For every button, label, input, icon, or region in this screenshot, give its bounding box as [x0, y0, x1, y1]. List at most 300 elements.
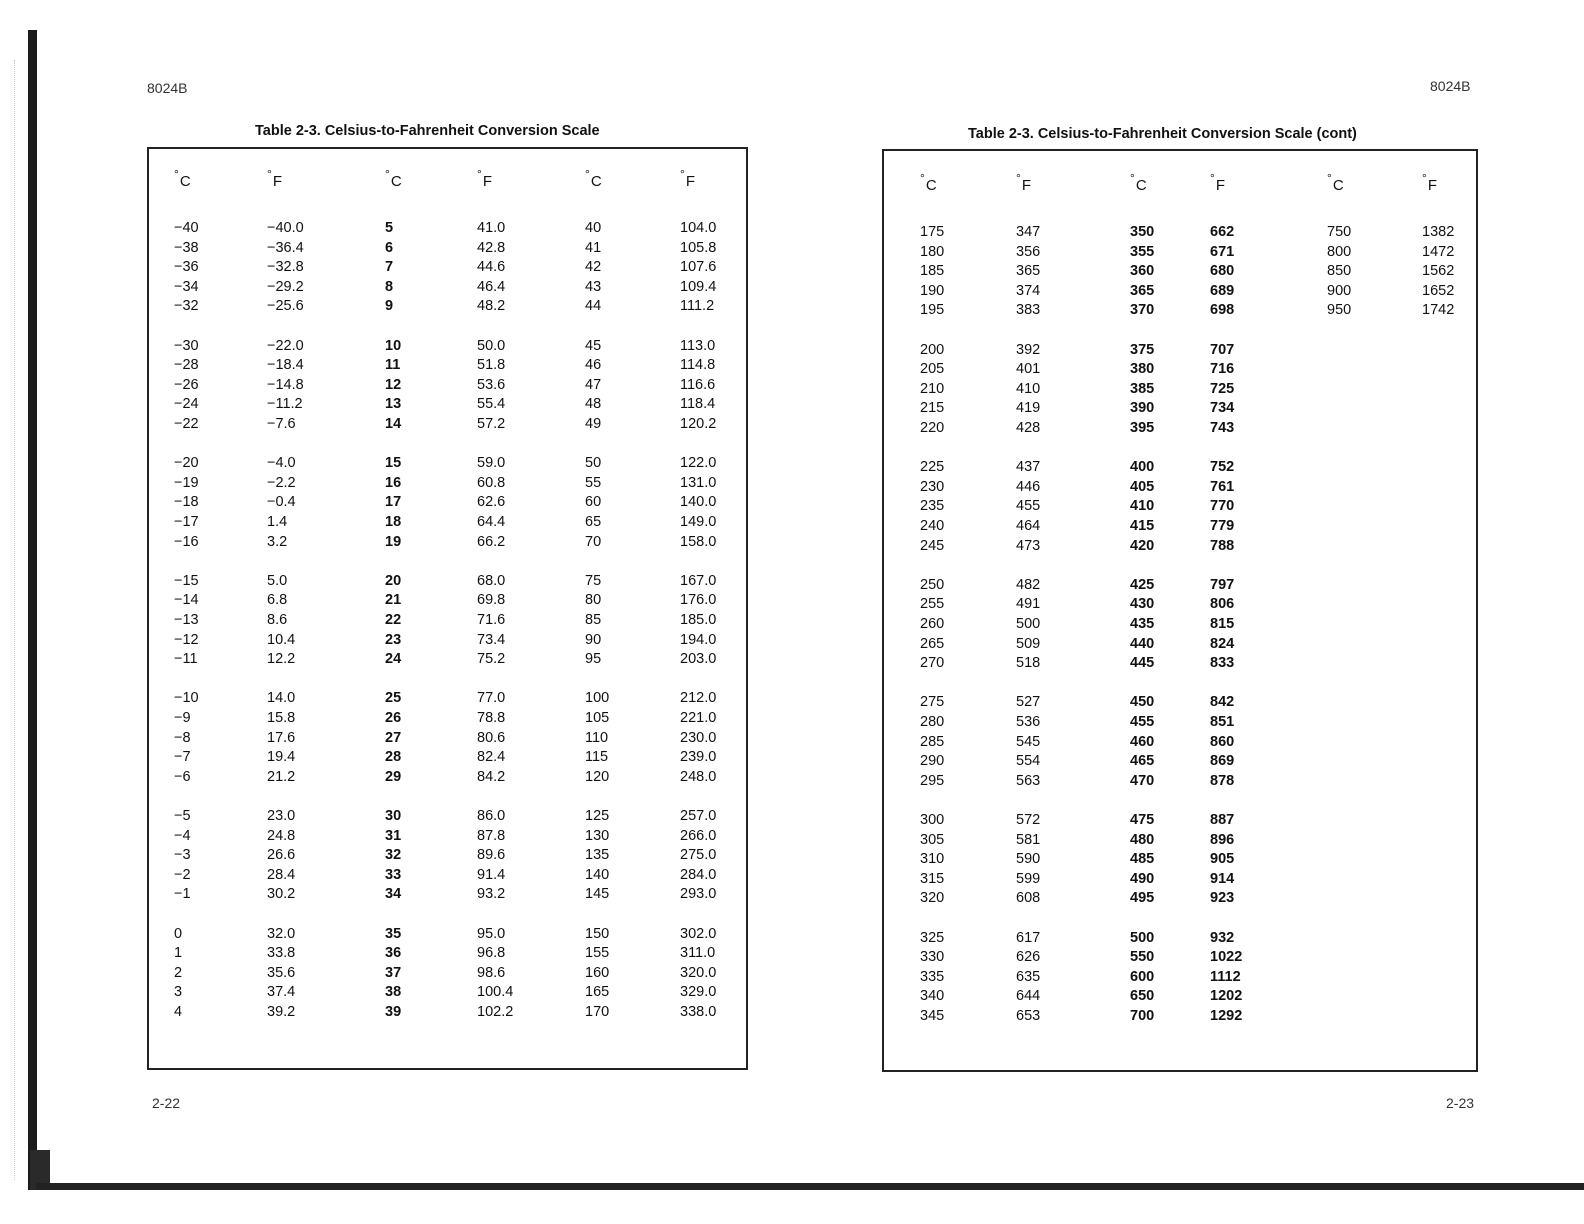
table-cell: 464: [1016, 518, 1041, 534]
column-header-fahrenheit-2: [1210, 171, 1225, 194]
table-cell: 32.0: [267, 925, 296, 942]
table-cell: 385: [1130, 380, 1155, 397]
table-cell: 788: [1210, 537, 1235, 554]
table-cell: 470: [1130, 772, 1155, 789]
table-cell: 50: [585, 455, 602, 472]
column-header-fahrenheit-1: [1016, 171, 1031, 194]
table-cell: 48: [585, 396, 602, 413]
table-cell: 140.0: [680, 494, 717, 511]
table-cell: 428: [1016, 420, 1041, 436]
table-cell: 370: [1130, 302, 1155, 319]
table-cell: 671: [1210, 243, 1235, 260]
table-cell: 36: [385, 945, 402, 962]
table-cell: 445: [1130, 655, 1155, 672]
table-cell: 383: [1016, 302, 1041, 319]
table-cell: 248.0: [680, 768, 717, 785]
table-cell: 275.0: [680, 847, 717, 864]
table-cell: 815: [1210, 616, 1235, 632]
table-cell: 220: [920, 420, 945, 436]
table-cell: 38: [385, 984, 402, 1001]
table-cell: 315: [920, 870, 945, 887]
table-cell: 833: [1210, 655, 1235, 672]
book-spine-shadow: [28, 30, 37, 1190]
table-cell: 40: [585, 220, 602, 236]
table-cell: 80.6: [477, 729, 506, 746]
table-cell: 60: [585, 494, 602, 511]
table-cell: 375: [1130, 341, 1155, 358]
table-cell: 23: [385, 631, 402, 648]
table-cell: 527: [1016, 694, 1041, 711]
table-cell: 491: [1016, 596, 1041, 613]
table-cell: 290: [920, 753, 945, 770]
degree-symbol: °: [1422, 171, 1427, 185]
table-cell: 734: [1210, 400, 1235, 417]
table-cell: 170: [585, 1004, 610, 1020]
table-cell: 240: [920, 518, 945, 534]
table-cell: 850: [1327, 263, 1352, 280]
table-cell: 37: [385, 964, 402, 981]
table-cell: 779: [1210, 518, 1235, 534]
degree-symbol: °: [1016, 171, 1021, 185]
table-cell: 495: [1130, 890, 1155, 907]
right-conversion-table: [882, 149, 1478, 1072]
table-cell: 700: [1130, 1008, 1155, 1024]
table-cell: 176.0: [680, 592, 717, 609]
table-cell: −17: [174, 514, 199, 530]
unit-letter: C: [390, 173, 402, 190]
table-cell: 600: [1130, 968, 1155, 985]
table-cell: 107.6: [680, 259, 717, 276]
table-cell: −34: [174, 278, 199, 295]
table-cell: 215: [920, 400, 945, 417]
column-header-celsius-3: [1327, 171, 1344, 194]
table-cell: 9: [385, 298, 394, 315]
table-cell: 91.4: [477, 866, 506, 883]
unit-letter: C: [925, 177, 937, 194]
table-cell: 75.2: [477, 651, 506, 668]
table-cell: 800: [1327, 243, 1352, 260]
table-cell: 1382: [1422, 224, 1455, 240]
table-cell: 608: [1016, 890, 1041, 907]
table-cell: 1022: [1210, 949, 1243, 966]
unit-letter: C: [1332, 177, 1344, 194]
table-cell: 131.0: [680, 474, 717, 491]
table-cell: −28: [174, 357, 199, 374]
table-cell: 59.0: [477, 455, 506, 472]
table-cell: −7.6: [267, 416, 296, 432]
unit-letter: C: [1135, 177, 1147, 194]
table-cell: 545: [1016, 733, 1041, 750]
table-cell: −36.4: [267, 239, 304, 256]
table-cell: 410: [1130, 498, 1155, 515]
table-cell: 158.0: [680, 533, 717, 550]
left-doc-id: 8024B: [147, 80, 188, 96]
table-cell: −0.4: [267, 494, 296, 511]
table-cell: −40: [174, 220, 199, 236]
table-cell: 57.2: [477, 416, 506, 432]
table-cell: 75: [585, 572, 602, 589]
table-cell: 14.0: [267, 690, 296, 707]
table-cell: 84.2: [477, 768, 506, 785]
table-cell: 752: [1210, 459, 1235, 476]
column-header-fahrenheit-3: [680, 167, 695, 190]
table-cell: 28: [385, 749, 402, 766]
table-cell: 110: [585, 729, 609, 746]
table-cell: 114.8: [680, 357, 716, 374]
table-cell: 350: [1130, 224, 1155, 240]
table-cell: 419: [1016, 400, 1041, 417]
table-cell: 260: [920, 616, 945, 632]
table-cell: 707: [1210, 341, 1235, 358]
table-cell: 320.0: [680, 964, 717, 981]
table-cell: 225: [920, 459, 945, 476]
table-cell: 29: [385, 768, 402, 785]
table-cell: 806: [1210, 596, 1235, 613]
table-cell: 500: [1016, 616, 1041, 632]
table-cell: 71.6: [477, 612, 506, 628]
table-cell: 842: [1210, 694, 1235, 711]
table-cell: 6: [385, 239, 394, 256]
table-cell: 109.4: [680, 278, 717, 295]
table-cell: 66.2: [477, 533, 506, 550]
table-cell: 1652: [1422, 282, 1455, 299]
column-header-celsius-1: [920, 171, 937, 194]
table-cell: 34: [385, 886, 402, 903]
table-cell: 450: [1130, 694, 1155, 711]
table-cell: −5: [174, 808, 191, 824]
table-cell: 1292: [1210, 1008, 1243, 1024]
degree-symbol: °: [1130, 171, 1135, 185]
table-cell: 490: [1130, 870, 1155, 887]
table-cell: 95: [585, 651, 602, 668]
table-cell: 1202: [1210, 988, 1243, 1005]
table-cell: −13: [174, 612, 199, 628]
table-cell: 17: [385, 494, 402, 511]
table-cell: 221.0: [680, 710, 717, 726]
table-cell: 6.8: [267, 592, 288, 609]
table-cell: 5: [385, 220, 394, 236]
table-cell: 440: [1130, 635, 1155, 652]
table-cell: 932: [1210, 929, 1235, 946]
table-cell: 280: [920, 714, 945, 730]
table-cell: 265: [920, 635, 945, 652]
table-cell: 50.0: [477, 337, 506, 354]
table-cell: 255: [920, 596, 945, 613]
degree-symbol: °: [267, 167, 272, 181]
table-cell: 245: [920, 537, 945, 554]
table-cell: 355: [1130, 243, 1155, 260]
table-cell: 205: [920, 361, 945, 378]
table-cell: 1472: [1422, 243, 1455, 260]
table-cell: −1: [174, 886, 191, 903]
table-cell: −32: [174, 298, 199, 315]
table-cell: 653: [1016, 1008, 1041, 1024]
table-cell: 24.8: [267, 827, 296, 844]
table-cell: 599: [1016, 870, 1041, 887]
table-cell: 743: [1210, 420, 1235, 436]
table-cell: −11: [174, 651, 198, 668]
table-cell: 21.2: [267, 768, 296, 785]
table-cell: 435: [1130, 616, 1155, 632]
table-cell: 869: [1210, 753, 1235, 770]
table-cell: 230.0: [680, 729, 717, 746]
column-header-celsius-1: [174, 167, 191, 190]
table-cell: 293.0: [680, 886, 717, 903]
table-cell: −40.0: [267, 220, 304, 236]
table-cell: 425: [1130, 576, 1155, 593]
table-cell: 69.8: [477, 592, 506, 609]
table-cell: 8.6: [267, 612, 288, 628]
table-cell: −6: [174, 768, 191, 785]
table-cell: 105.8: [680, 239, 717, 256]
table-cell: 45: [585, 337, 602, 354]
table-cell: 518: [1016, 655, 1041, 672]
table-cell: 716: [1210, 361, 1235, 378]
table-cell: 405: [1130, 478, 1155, 495]
table-cell: 235: [920, 498, 945, 515]
table-cell: 165: [585, 984, 610, 1001]
table-cell: 30: [385, 808, 402, 824]
table-cell: 473: [1016, 537, 1041, 554]
table-cell: 18: [385, 514, 402, 530]
degree-symbol: °: [174, 167, 179, 181]
table-cell: 305: [920, 831, 945, 848]
table-cell: −10: [174, 690, 199, 707]
table-cell: 19: [385, 533, 402, 550]
table-cell: 111.2: [680, 298, 715, 315]
table-cell: 335: [920, 968, 945, 985]
table-cell: 395: [1130, 420, 1155, 436]
table-cell: 125: [585, 808, 610, 824]
table-cell: 44: [585, 298, 602, 315]
table-cell: 140: [585, 866, 610, 883]
table-cell: 62.6: [477, 494, 506, 511]
table-cell: 905: [1210, 851, 1235, 868]
table-cell: 374: [1016, 282, 1041, 299]
table-cell: 28.4: [267, 866, 296, 883]
table-cell: 30.2: [267, 886, 296, 903]
unit-letter: F: [1427, 177, 1437, 194]
table-cell: 230: [920, 478, 945, 495]
table-cell: −36: [174, 259, 199, 276]
table-cell: 437: [1016, 459, 1041, 476]
table-cell: 98.6: [477, 964, 506, 981]
table-cell: 3: [174, 984, 183, 1001]
table-cell: 626: [1016, 949, 1041, 966]
page-edge-dots: [14, 60, 17, 1180]
table-cell: 102.2: [477, 1004, 514, 1020]
table-cell: 563: [1016, 772, 1041, 789]
table-cell: 15.8: [267, 710, 296, 726]
table-cell: 93.2: [477, 886, 506, 903]
table-cell: 310: [920, 851, 945, 868]
table-cell: 32: [385, 847, 402, 864]
table-cell: −19: [174, 474, 199, 491]
table-cell: 475: [1130, 812, 1155, 828]
right-page-number: 2-23: [1446, 1095, 1475, 1111]
table-cell: 482: [1016, 576, 1041, 593]
table-cell: 3.2: [267, 533, 288, 550]
table-cell: 824: [1210, 635, 1235, 652]
table-cell: 554: [1016, 753, 1041, 770]
table-cell: 180: [920, 243, 945, 260]
table-cell: 896: [1210, 831, 1235, 848]
degree-symbol: °: [477, 167, 482, 181]
table-cell: 17.6: [267, 729, 296, 746]
table-cell: 1562: [1422, 263, 1455, 280]
table-cell: 120.2: [680, 416, 717, 432]
table-cell: 100: [585, 690, 610, 707]
table-cell: 680: [1210, 263, 1235, 280]
table-cell: 135: [585, 847, 610, 864]
table-cell: 212.0: [680, 690, 717, 707]
table-cell: −24: [174, 396, 199, 413]
table-cell: 420: [1130, 537, 1155, 554]
table-cell: −7: [174, 749, 191, 766]
table-cell: −4.0: [267, 455, 296, 472]
table-cell: 33.8: [267, 945, 296, 962]
table-cell: 725: [1210, 380, 1235, 397]
table-cell: 347: [1016, 224, 1041, 240]
column-header-celsius-3: [585, 167, 602, 190]
table-cell: 116.6: [680, 376, 716, 393]
table-cell: 392: [1016, 341, 1041, 358]
table-cell: 572: [1016, 812, 1041, 828]
table-cell: 195: [920, 302, 945, 319]
table-cell: 48.2: [477, 298, 506, 315]
table-cell: −38: [174, 239, 199, 256]
table-cell: 13: [385, 396, 402, 413]
table-cell: 1742: [1422, 302, 1455, 319]
table-cell: 320: [920, 890, 945, 907]
table-cell: 43: [585, 278, 602, 295]
table-cell: 761: [1210, 478, 1235, 495]
table-cell: 105: [585, 710, 610, 726]
unit-letter: F: [1215, 177, 1225, 194]
table-cell: 415: [1130, 518, 1155, 534]
table-cell: 887: [1210, 812, 1235, 828]
table-cell: 650: [1130, 988, 1155, 1005]
table-cell: 635: [1016, 968, 1041, 985]
table-cell: −18.4: [267, 357, 304, 374]
table-cell: 11: [385, 357, 401, 374]
table-cell: 250: [920, 576, 945, 593]
table-cell: 100.4: [477, 984, 514, 1001]
table-cell: 284.0: [680, 866, 717, 883]
table-cell: −9: [174, 710, 191, 726]
column-header-celsius-2: [385, 167, 402, 190]
table-cell: 21: [385, 592, 402, 609]
table-cell: 39.2: [267, 1004, 296, 1020]
table-cell: −26: [174, 376, 199, 393]
table-cell: 360: [1130, 263, 1155, 280]
table-cell: 5.0: [267, 572, 288, 589]
table-cell: 430: [1130, 596, 1155, 613]
table-cell: 185: [920, 263, 945, 280]
table-cell: 330: [920, 949, 945, 966]
table-cell: 410: [1016, 380, 1041, 397]
table-cell: 26: [385, 710, 402, 726]
table-cell: 77.0: [477, 690, 506, 707]
table-cell: 24: [385, 651, 402, 668]
table-cell: 617: [1016, 929, 1041, 946]
table-cell: 22: [385, 612, 402, 628]
left-conversion-table: [147, 147, 748, 1070]
table-cell: 122.0: [680, 455, 717, 472]
table-cell: 266.0: [680, 827, 717, 844]
table-cell: 51.8: [477, 357, 506, 374]
table-cell: 8: [385, 278, 394, 295]
unit-letter: C: [179, 173, 191, 190]
table-cell: 1: [174, 945, 183, 962]
table-cell: −16: [174, 533, 199, 550]
degree-symbol: °: [920, 171, 925, 185]
table-cell: 115: [585, 749, 609, 766]
table-cell: 73.4: [477, 631, 506, 648]
table-cell: 64.4: [477, 514, 506, 530]
table-cell: 338.0: [680, 1004, 717, 1020]
table-cell: 95.0: [477, 925, 506, 942]
table-cell: 167.0: [680, 572, 717, 589]
table-cell: 175: [920, 224, 945, 240]
table-cell: 55: [585, 474, 602, 491]
table-cell: 200: [920, 341, 945, 358]
table-cell: 42: [585, 259, 602, 276]
column-header-fahrenheit-1: [267, 167, 282, 190]
table-cell: −22: [174, 416, 199, 432]
table-cell: 68.0: [477, 572, 506, 589]
table-cell: 329.0: [680, 984, 717, 1001]
table-cell: 35.6: [267, 964, 296, 981]
table-cell: 96.8: [477, 945, 506, 962]
table-cell: 210: [920, 380, 945, 397]
table-cell: 455: [1016, 498, 1041, 515]
table-cell: 950: [1327, 302, 1352, 319]
table-cell: 10.4: [267, 631, 296, 648]
table-cell: 55.4: [477, 396, 506, 413]
table-cell: 851: [1210, 714, 1235, 730]
column-header-fahrenheit-2: [477, 167, 492, 190]
table-cell: 550: [1130, 949, 1155, 966]
unit-letter: F: [685, 173, 695, 190]
table-cell: 2: [174, 964, 183, 981]
table-cell: 53.6: [477, 376, 506, 393]
table-cell: 1.4: [267, 514, 288, 530]
table-cell: 49: [585, 416, 602, 432]
table-cell: 12: [385, 376, 402, 393]
table-cell: −25.6: [267, 298, 304, 315]
table-cell: −14.8: [267, 376, 304, 393]
left-table-title: Table 2-3. Celsius-to-Fahrenheit Conversion Scale: [255, 123, 600, 139]
table-cell: 149.0: [680, 514, 717, 530]
page-bottom-edge: [36, 1183, 1584, 1190]
table-cell: −18: [174, 494, 199, 511]
table-cell: 87.8: [477, 827, 506, 844]
degree-symbol: °: [680, 167, 685, 181]
table-cell: 465: [1130, 753, 1155, 770]
table-cell: 60.8: [477, 474, 506, 491]
table-cell: 20: [385, 572, 402, 589]
table-cell: 878: [1210, 772, 1235, 789]
table-cell: 16: [385, 474, 402, 491]
table-cell: 345: [920, 1008, 945, 1024]
table-cell: 311.0: [680, 945, 716, 962]
table-cell: −8: [174, 729, 191, 746]
table-cell: 160: [585, 964, 610, 981]
table-cell: 194.0: [680, 631, 717, 648]
table-cell: 150: [585, 925, 610, 942]
table-cell: 26.6: [267, 847, 296, 864]
